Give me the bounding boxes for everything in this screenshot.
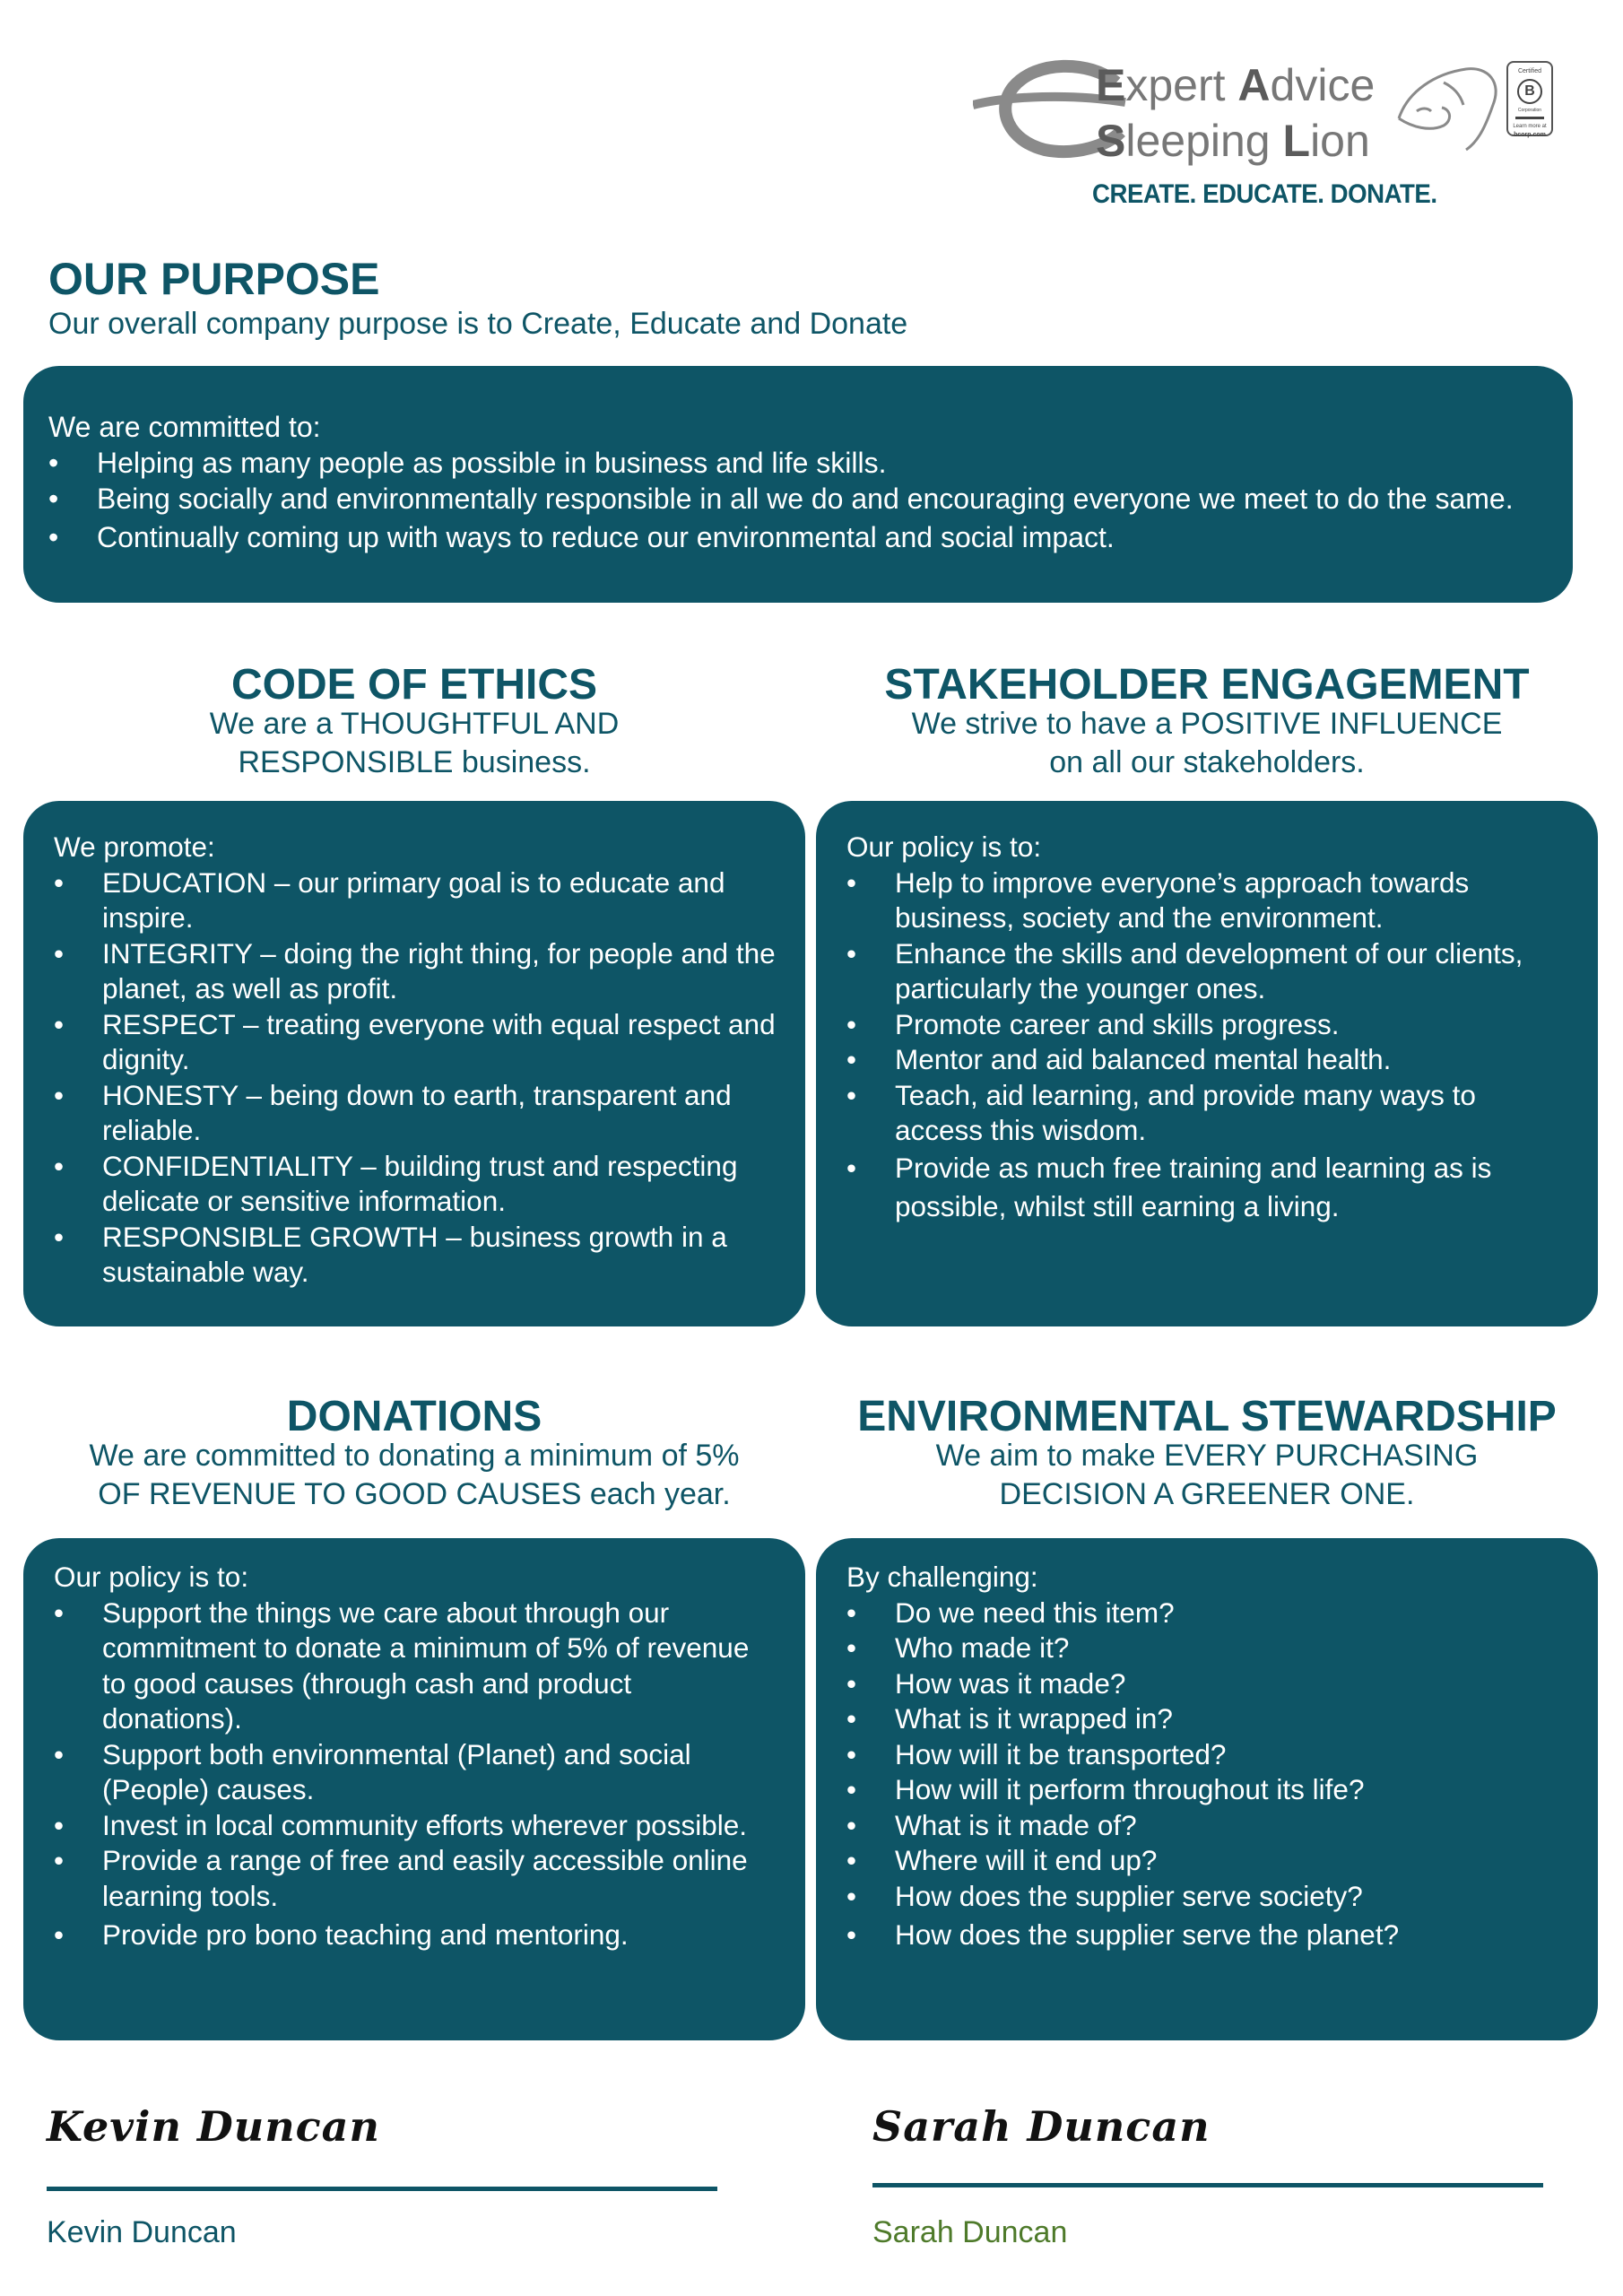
lion-icon: [1381, 56, 1506, 163]
left-signature: Kevin Duncan: [47, 2102, 380, 2151]
list-item: • Where will it end up?: [846, 1844, 1158, 1876]
purpose-subtitle: Our overall company purpose is to Create, Educate and Donate: [48, 307, 908, 341]
ethics-title: CODE OF ETHICS: [230, 661, 598, 709]
left-signature-line: [47, 2187, 717, 2191]
list-item: • How will it perform throughout its life?: [846, 1773, 1365, 1805]
donations-intro: Our policy is to:: [54, 1561, 249, 1593]
purpose-list: [48, 445, 1548, 555]
logo-wordmark: Expert Advice Sleeping Lion: [1096, 60, 1376, 166]
donations-subtitle: We are committed to donating a minimum of 5% OF REVENUE TO GOOD CAUSES each year.: [89, 1439, 740, 1511]
stakeholder-list: [846, 865, 1571, 1226]
list-item: • CONFIDENTIALITY – building trust and respecting delicate or sensitive information.: [54, 1149, 738, 1217]
list-item: • Provide pro bono teaching and mentoring.: [54, 1918, 629, 1951]
list-item: • How does the supplier serve the planet?: [846, 1918, 1400, 1951]
purpose-box: [23, 366, 1573, 603]
list-item: • Continually coming up with ways to reduce our environmental and social impact.: [48, 521, 1115, 553]
list-item: • HONESTY – being down to earth, transparent and reliable.: [54, 1078, 732, 1146]
list-item: • Helping as many people as possible in business and life skills.: [48, 447, 887, 479]
right-signatory-name: Sarah Duncan: [872, 2215, 1068, 2249]
list-item: • Being socially and environmentally responsible in all we do and encouraging everyone we meet to do the same.: [48, 483, 1514, 515]
ethics-subtitle: We are a THOUGHTFUL AND RESPONSIBLE business.: [209, 707, 620, 779]
list-item: • Support both environmental (Planet) and social (People) causes.: [54, 1737, 691, 1805]
list-item: • Provide as much free training and learning as is possible, whilst still earning a living.: [846, 1151, 1492, 1222]
list-item: • Help to improve everyone’s approach towards business, society and the environment.: [846, 865, 1470, 934]
donations-title: DONATIONS: [286, 1393, 542, 1440]
ethics-intro: We promote:: [54, 831, 215, 863]
environment-intro: By challenging:: [846, 1561, 1038, 1593]
list-item: • What is it made of?: [846, 1808, 1137, 1841]
list-item: • Who made it?: [846, 1631, 1070, 1664]
list-item: • RESPECT – treating everyone with equal respect and dignity.: [54, 1007, 776, 1075]
donations-box: [23, 1538, 805, 2040]
list-item: • Promote career and skills progress.: [846, 1007, 1340, 1040]
donations-list: [54, 1596, 778, 1953]
purpose-intro: We are committed to:: [48, 411, 321, 443]
list-item: • Provide a range of free and easily accessible online learning tools.: [54, 1844, 748, 1912]
list-item: • Mentor and aid balanced mental health.: [846, 1043, 1392, 1075]
list-item: • INTEGRITY – doing the right thing, for people and the planet, as well as profit.: [54, 936, 776, 1004]
left-signatory-name: Kevin Duncan: [47, 2215, 237, 2249]
list-item: • Do we need this item?: [846, 1596, 1175, 1629]
list-item: • Enhance the skills and development of our clients, particularly the younger ones.: [846, 936, 1523, 1004]
list-item: • How does the supplier serve society?: [846, 1879, 1363, 1912]
logo-tagline: CREATE. EDUCATE. DONATE.: [1092, 179, 1437, 209]
environment-list: [846, 1596, 1571, 1953]
environment-subtitle: We aim to make EVERY PURCHASING DECISION A GREENER ONE.: [935, 1439, 1479, 1511]
right-signature-line: [872, 2183, 1543, 2187]
list-item: • Teach, aid learning, and provide many ways to access this wisdom.: [846, 1078, 1476, 1146]
list-item: • Invest in local community efforts wherever possible.: [54, 1808, 747, 1841]
list-item: • RESPONSIBLE GROWTH – business growth in a sustainable way.: [54, 1220, 727, 1288]
ethics-box: [23, 801, 805, 1326]
stakeholder-box: [816, 801, 1598, 1326]
list-item: • Support the things we care about through our commitment to donate a minimum of 5% of revenue to good causes (through cash and product donations).: [54, 1596, 750, 1735]
stakeholder-title: STAKEHOLDER ENGAGEMENT: [884, 661, 1530, 709]
purpose-title: OUR PURPOSE: [48, 254, 380, 304]
ethics-list: [54, 865, 778, 1291]
list-item: • What is it wrapped in?: [846, 1702, 1173, 1735]
environment-title: ENVIRONMENTAL STEWARDSHIP: [857, 1393, 1557, 1440]
bcorp-badge: Certified B Corporation Learn more at bcorp.com: [1506, 61, 1553, 136]
stakeholder-subtitle: We strive to have a POSITIVE INFLUENCE on all our stakeholders.: [911, 707, 1503, 779]
right-signature: Sarah Duncan: [872, 2102, 1211, 2151]
list-item: • EDUCATION – our primary goal is to educate and inspire.: [54, 865, 725, 934]
stakeholder-intro: Our policy is to:: [846, 831, 1042, 863]
environment-box: [816, 1538, 1598, 2040]
list-item: • How was it made?: [846, 1666, 1126, 1700]
list-item: • How will it be transported?: [846, 1737, 1227, 1770]
bcorp-b-icon: B: [1517, 79, 1542, 104]
